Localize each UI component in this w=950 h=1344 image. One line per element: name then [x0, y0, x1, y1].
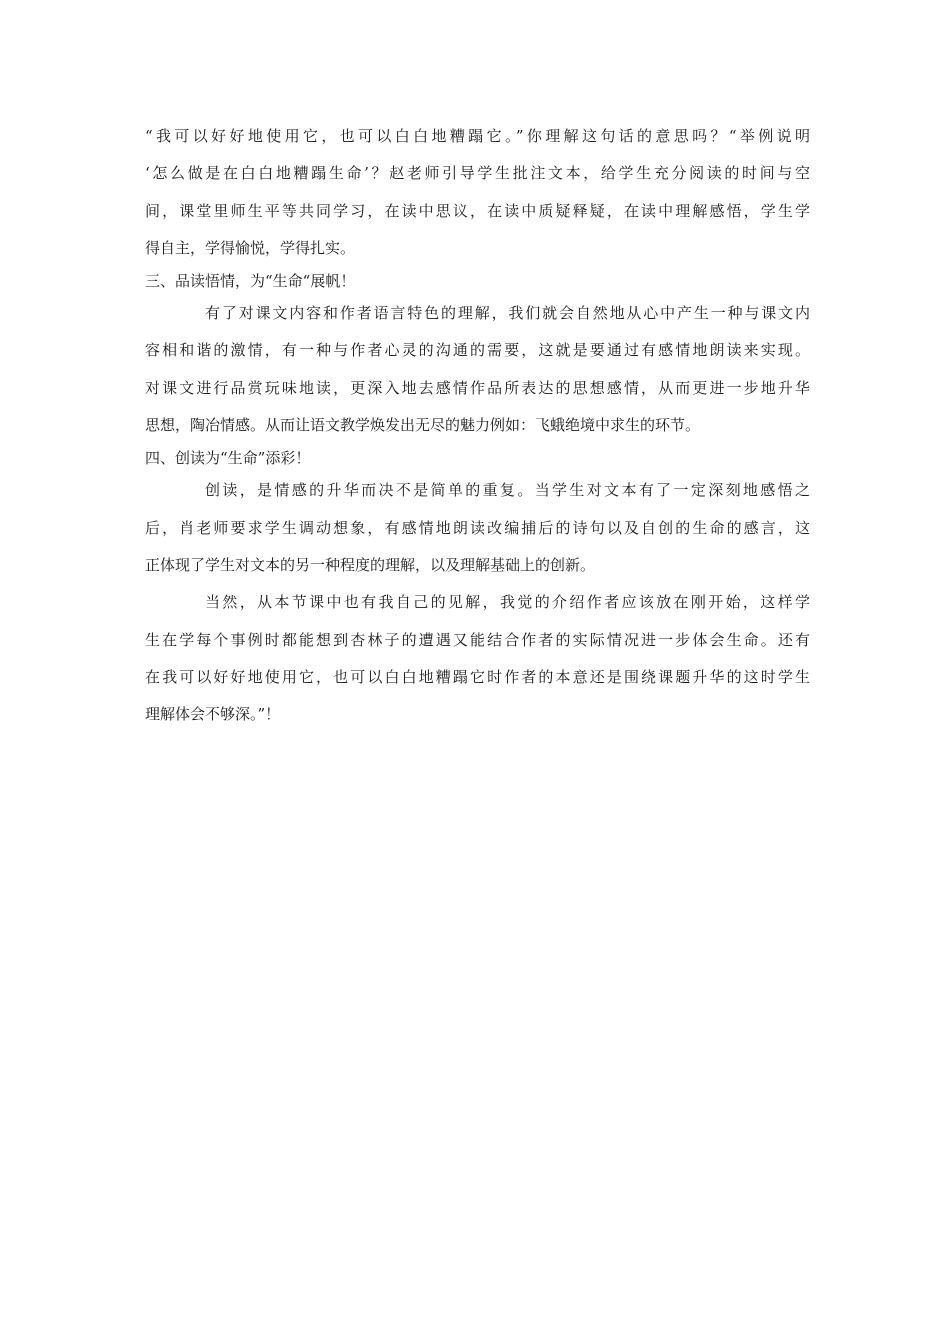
- text-line: 容相和谐的激情，有一种与作者心灵的沟通的需要，这就是要通过有感情地朗读来实现。: [145, 341, 810, 360]
- text-line: “我可以好好地使用它，也可以白白地糟蹋它。”你理解这句话的意思吗？“举例说明: [145, 127, 810, 145]
- text-line: 当然，从本节课中也有我自己的见解，我觉的介绍作者应该放在刚开始，这样学: [205, 593, 810, 612]
- text-line: 有了对课文内容和作者语言特色的理解，我们就会自然地从心中产生一种与课文内: [205, 304, 810, 323]
- text-line: 在我可以好好地使用它，也可以白白地糟蹋它时作者的本意还是围绕课题升华的这时学生: [145, 667, 810, 686]
- section-heading-4: 四、创读为“生命”添彩！: [145, 449, 311, 468]
- paragraph-reading-emotion: [145, 295, 810, 444]
- paragraph-creative-reading: [145, 472, 810, 584]
- text-line: 创读，是情感的升华而决不是简单的重复。当学生对文本有了一定深刻地感悟之: [205, 481, 810, 500]
- text-line: 生在学每个事例时都能想到杏林子的遭遇又能结合作者的实际情况进一步体会生命。还有: [145, 630, 810, 649]
- document-page: [145, 118, 810, 733]
- text-line: 理解体会不够深。”！: [145, 705, 281, 724]
- text-line: 间，课堂里师生平等共同学习，在读中思议，在读中质疑释疑，在读中理解感悟，学生学: [145, 201, 810, 220]
- paragraph-quote-discussion: [145, 118, 810, 267]
- text-line: 对课文进行品赏玩味地读，更深入地去感情作品所表达的思想感情，从而更进一步地升华: [145, 378, 810, 397]
- paragraph-reflection: [145, 584, 810, 733]
- text-line: 后，肖老师要求学生调动想象，有感情地朗读改编捕后的诗句以及自创的生命的感言，这: [145, 518, 810, 537]
- text-line: 得自主，学得愉悦，学得扎实。: [145, 238, 356, 257]
- text-line: 思想，陶冶情感。从而让语文教学焕发出无尽的魅力例如：飞蛾绝境中求生的环节。: [145, 416, 701, 435]
- text-line: 正体现了学生对文本的另一种程度的理解，以及理解基础上的创新。: [145, 555, 596, 574]
- section-heading-3: 三、品读悟情，为“生命“展帆！: [145, 272, 356, 291]
- text-line: ‘怎么做是在白白地糟蹋生命’？赵老师引导学生批注文本，给学生充分阅读的时间与空: [145, 164, 810, 183]
